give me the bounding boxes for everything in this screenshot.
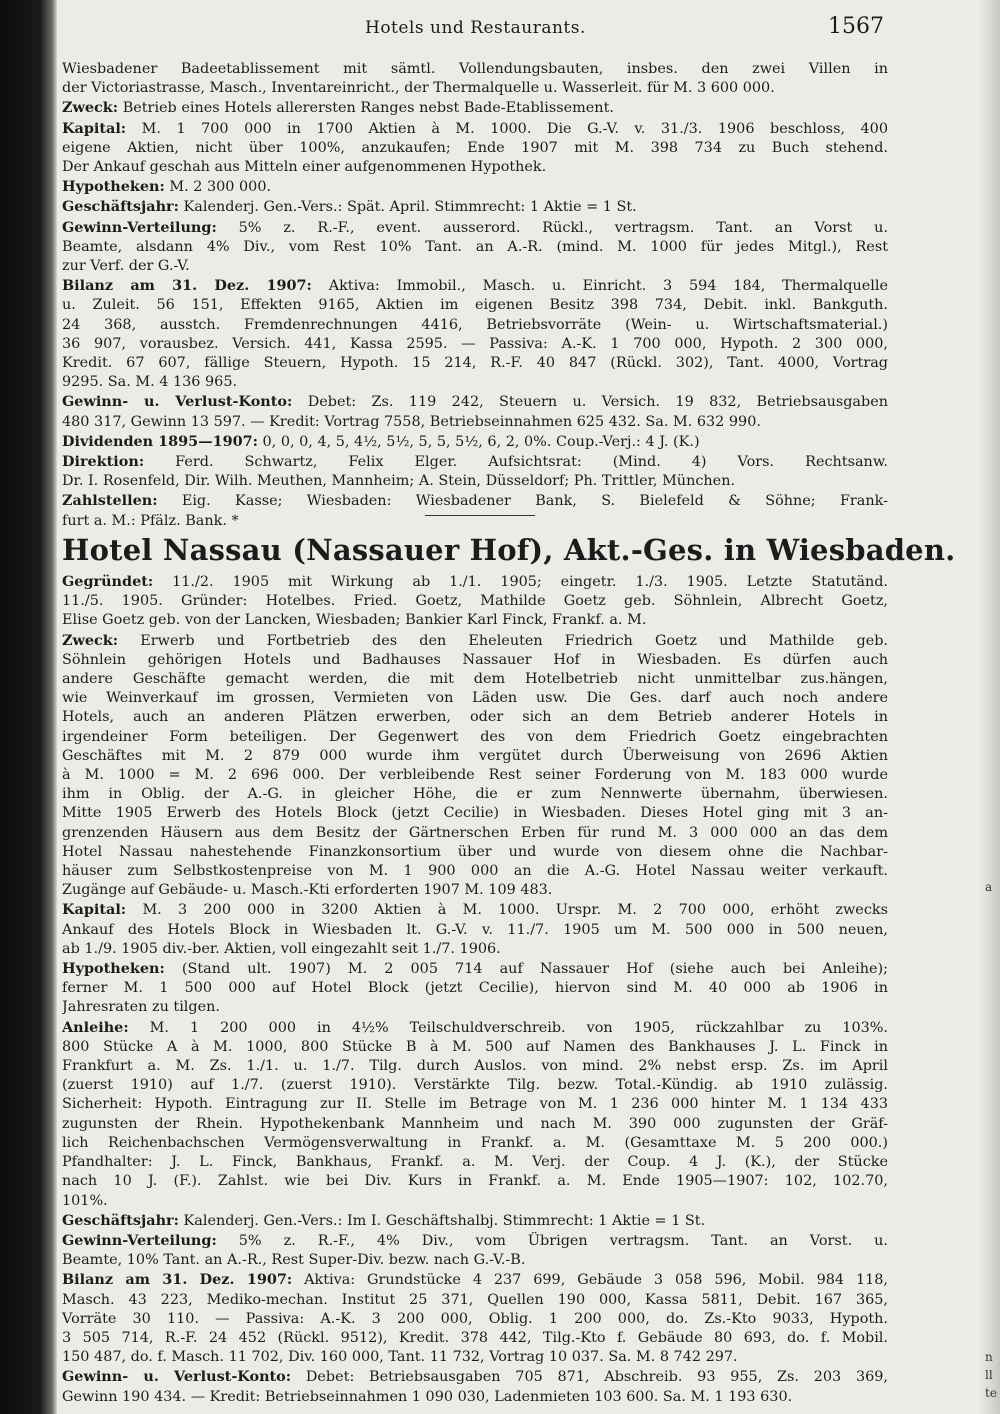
line-text: 3 505 714, R.-F. 24 452 (Rückl. 9512), Kredit. 378 442, Tilg.-Kto f. Gebäude 80 693, do. f. Mobil. [62, 1329, 888, 1346]
section-keyword: Gegründet: [62, 573, 154, 590]
line-text: 11./2. 1905 mit Wirkung ab 1./1. 1905; eingetr. 1./3. 1905. Letzte Statutänd. [172, 574, 888, 590]
section-keyword: Hypotheken: [62, 178, 165, 196]
line-text: 5% z. R.-F., event. ausserord. Rückl., vertragsm. Tant. an Vorst u. [238, 219, 888, 236]
line-text: Mitte 1905 Erwerb des Hotels Block (jetzt Cecilie) in Wiesbaden. Dieses Hotel ging mit 3 an- [62, 805, 888, 822]
text-line [62, 611, 888, 630]
text-line [62, 1057, 888, 1076]
text-line [62, 881, 888, 900]
line-text: Aktiva: Grundstücke 4 237 699, Gebäude 3 058 596, Mobil. 984 118, [304, 1272, 888, 1289]
line-text: M. 1 700 000 in 1700 Aktien à M. 1000. Die G.-V. v. 31./3. 1906 beschloss, 400 [141, 120, 888, 137]
text-line [62, 804, 888, 823]
section-keyword: Bilanz am 31. Dez. 1907: [62, 277, 312, 295]
line-text: Der Ankauf geschah aus Mitteln einer aufgenommenen Hypothek. [62, 159, 547, 176]
text-line [62, 998, 888, 1017]
text-line [62, 728, 888, 747]
line-text: 36 907, vorausbez. Versich. 441, Kassa 2595. — Passiva: A.-K. 1 700 000, Hypoth. 2 300 000, [62, 335, 888, 352]
line-text: wie Weinverkauf im grossen, Vermieten von Läden usw. Die Ges. darf auch noch andere [62, 690, 888, 707]
text-line [62, 276, 888, 296]
line-text: eigene Aktien, nicht über 100%, anzukaufen; Ende 1907 mit M. 398 734 zu Buch stehend. [62, 139, 888, 156]
page-header [60, 14, 884, 40]
line-text: M. 3 200 000 in 3200 Aktien à M. 1000. Urspr. M. 2 700 000, erhöht zwecks [142, 902, 888, 919]
margin-mark: ll [985, 1368, 993, 1382]
text-line [62, 708, 888, 727]
section-keyword: Kapital: [62, 119, 127, 137]
section-keyword: Kapital: [62, 901, 127, 919]
line-text: grenzenden Häusern aus dem Besitz der Gärtnerschen Erben für rund M. 3 000 000 an das dem [62, 824, 888, 841]
text-line [62, 296, 888, 315]
text-line [62, 1211, 888, 1231]
line-text: Gewinn 190 434. — Kredit: Betriebseinnahmen 1 090 030, Ladenmieten 103 600. Sa. M. 1 193 630. [62, 1388, 793, 1405]
line-text: Söhnlein gehörigen Hotels und Badhauses Nassauer Hof in Wiesbaden. Es dürfen auch [62, 651, 888, 668]
text-line [62, 1388, 888, 1407]
line-text: Kalenderj. Gen.-Vers.: Im I. Geschäftshalbj. Stimmrecht: 1 Aktie = 1 St. [183, 1212, 706, 1229]
line-text: nach 10 J. (F.). Zahlst. wie bei Div. Kurs in Frankf. a. M. Ende 1905—1907: 102, 102.70, [62, 1173, 888, 1190]
text-line [62, 900, 888, 920]
section-keyword: Anleihe: [62, 1018, 129, 1036]
line-text: ferner M. 1 500 000 auf Hotel Block (jetzt Cecilie), hiervon sind M. 40 000 ab 1906 in [62, 980, 888, 997]
margin-mark: te [985, 1386, 997, 1400]
text-line [62, 670, 888, 689]
line-text: 0, 0, 0, 4, 5, 4½, 5½, 5, 5, 5½, 6, 2, 0%. Coup.-Verj.: 4 J. (K.) [262, 433, 700, 450]
text-line [62, 1329, 888, 1348]
text-line [62, 1038, 888, 1057]
margin-mark: n [985, 1350, 993, 1364]
line-text: 800 Stücke A à M. 1000, 800 Stücke B à M. 500 auf Namen des Bankhauses J. L. Finck in [62, 1038, 888, 1055]
text-line [62, 1192, 888, 1211]
text-line [62, 572, 888, 592]
line-text: (zuerst 1910) auf 1./7. (zuerst 1910). Verstärkte Tilg. bezw. Total.-Kündig. ab 1910 zulässig. [62, 1077, 888, 1094]
line-text: Beamte, 10% Tant. an A.-R., Rest Super-Div. bezw. nach G.-V.-B. [62, 1252, 526, 1269]
section-keyword: Gewinn-Verteilung: [62, 1231, 217, 1249]
text-line [62, 1115, 888, 1134]
line-text: Ferd. Schwartz, Felix Elger. Aufsichtsrat: (Mind. 4) Vors. Rechtsanw. [175, 454, 888, 471]
line-text: 5% z. R.-F., 4% Div., vom Übrigen vertragsm. Tant. an Vorst. u. [238, 1232, 888, 1249]
line-text: Kredit. 67 607, fällige Steuern, Hypoth. 15 214, R.-F. 40 847 (Rückl. 302), Tant. 4000, Vortrag [62, 355, 888, 372]
line-text: Jahresraten zu tilgen. [62, 999, 220, 1016]
text-line [62, 940, 888, 959]
line-text: Wiesbadener Badeetablissement mit sämtl. Vollendungsbauten, insbes. den zwei Villen in [62, 61, 888, 77]
line-text: 24 368, ausstch. Fremdenrechnungen 4416, Betriebsvorräte (Wein- u. Wirtschaftsmaterial.) [62, 316, 888, 333]
binding-gutter [0, 0, 57, 1414]
line-text: Hotel Nassau nahestehende Finanzkonsortium über und wurde von diesem ohne die Nachbar- [62, 843, 888, 860]
text-line [62, 79, 888, 98]
line-text: andere Geschäfte gemacht werden, die mit dem Hotelbetrieb nicht unmittelbar zus.hängen, [62, 671, 888, 688]
text-line [62, 452, 888, 472]
line-text: Erwerb und Fortbetrieb des den Eheleuten Friedrich Goetz und Mathilde geb. [140, 632, 888, 649]
section-keyword: Gewinn-Verteilung: [62, 218, 217, 236]
line-text: 9295. Sa. M. 4 136 965. [62, 374, 238, 391]
text-line [62, 1348, 888, 1367]
text-line [62, 354, 888, 373]
line-text: zugunsten der Rhein. Hypothekenbank Mannheim und nach M. 390 000 zugunsten der Gräf- [62, 1115, 888, 1132]
line-text: Hotels, auch an anderen Plätzen erwerben, oder sich an dem Betrieb anderer Hotels in [62, 709, 888, 726]
line-text: Sicherheit: Hypoth. Eintragung zur II. Stelle im Betrage von M. 1 236 000 hinter M. 1 134 433 [62, 1096, 888, 1113]
text-line [62, 921, 888, 940]
running-title: Hotels und Restaurants. [365, 18, 586, 38]
text-line [62, 413, 888, 432]
text-line [62, 1153, 888, 1172]
line-text: Masch. 43 223, Mediko-mechan. Institut 25 371, Quellen 190 000, Kassa 5811, Debit. 167 365, [62, 1291, 888, 1308]
text-line [62, 316, 888, 335]
line-text: Zugänge auf Gebäude- u. Masch.-Kti erforderten 1907 M. 109 483. [62, 882, 553, 899]
section-keyword: Gewinn- u. Verlust-Konto: [62, 393, 293, 411]
section-keyword: Zweck: [62, 631, 119, 649]
line-text: 101%. [62, 1192, 108, 1209]
text-line [62, 862, 888, 881]
line-text: Vorräte 30 110. — Passiva: A.-K. 3 200 000, Oblig. 1 200 000, do. Zs.-Kto 9033, Hypoth. [62, 1310, 888, 1327]
text-line [62, 392, 888, 412]
section-keyword: Zahlstellen: [62, 492, 158, 510]
entry-wiesbadener-badeetablissement [62, 60, 888, 531]
text-line [62, 631, 888, 651]
text-line [62, 1095, 888, 1114]
text-line [62, 218, 888, 238]
text-line [62, 491, 888, 511]
line-text: Betrieb eines Hotels allerersten Ranges nebst Bade-Etablissement. [122, 100, 614, 117]
line-text: Debet: Betriebsausgaben 705 871, Abschreib. 93 955, Zs. 203 369, [305, 1369, 888, 1386]
line-text: Kalenderj. Gen.-Vers.: Spät. April. Stimmrecht: 1 Aktie = 1 St. [183, 199, 637, 216]
line-text: (Stand ult. 1907) M. 2 005 714 auf Nassauer Hof (siehe auch bei Anleihe); [181, 961, 888, 978]
text-line [62, 1310, 888, 1329]
text-line [62, 158, 888, 177]
line-text: ihm in Oblig. der A.-G. in gleicher Höhe, die er zum Nennwerte übernahm, überwiesen. [62, 786, 888, 803]
line-text: 150 487, do. f. Masch. 11 702, Div. 160 000, Tant. 11 732, Vortrag 10 037. Sa. M. 8 742 297. [62, 1349, 738, 1366]
text-line [62, 257, 888, 276]
text-line [62, 843, 888, 862]
line-text: M. 1 200 000 in 4½% Teilschuldverschreib. von 1905, rückzahlbar zu 103%. [149, 1019, 888, 1036]
line-text: ab 1./9. 1905 div.-ber. Aktien, voll eingezahlt seit 1./7. 1906. [62, 940, 501, 957]
line-text: Elise Goetz geb. von der Lancken, Wiesbaden; Bankier Karl Finck, Frankf. a. M. [62, 612, 647, 629]
line-text: der Victoriastrasse, Masch., Inventareinricht., der Thermalquelle u. Wasserleit. für M. 3 600 000. [62, 80, 775, 97]
text-line [62, 373, 888, 392]
section-keyword: Geschäftsjahr: [62, 198, 179, 216]
line-text: Dr. I. Rosenfeld, Dir. Wilh. Meuthen, Mannheim; A. Stein, Düsseldorf; Ph. Trittler, München. [62, 473, 736, 490]
margin-mark: a [985, 880, 993, 894]
line-text: Frankfurt a. M. Zs. 1./1. u. 1./7. Tilg. durch Auslos. von mind. 2% nebst ersp. Zs. im April [62, 1058, 888, 1075]
line-text: Beamte, alsdann 4% Div., vom Rest 10% Tant. an A.-R. (mind. M. 1000 für jedes Mitgl.), Rest [62, 238, 888, 255]
line-text: häuser zum Selbstkostenpreise von M. 1 900 000 an die A.-G. Hotel Nassau weiter verkauft. [62, 863, 888, 880]
text-line [62, 1367, 888, 1387]
text-line [62, 979, 888, 998]
text-line [62, 1172, 888, 1191]
line-text: zur Verf. der G.-V. [62, 258, 190, 275]
text-line [62, 1018, 888, 1038]
line-text: lich Reichenbachschen Vermögensverwaltung in Frankf. a. M. (Gesamttaxe M. 5 200 000.) [62, 1134, 888, 1151]
section-keyword: Dividenden 1895—1907: [62, 432, 258, 450]
text-line [62, 785, 888, 804]
entry-hotel-nassau [62, 572, 888, 1407]
text-line [62, 197, 888, 217]
text-line [62, 651, 888, 670]
text-line [62, 432, 888, 452]
text-line [62, 60, 888, 79]
text-line [62, 1291, 888, 1310]
line-text: M. 2 300 000. [169, 179, 272, 196]
text-line [62, 472, 888, 491]
line-text: Pfandhalter: J. L. Finck, Bankhaus, Frankf. a. M. Verj. der Coup. 4 J. (K.), der Stücke [62, 1154, 888, 1171]
text-line [62, 959, 888, 979]
text-line [62, 177, 888, 197]
text-line [62, 1134, 888, 1153]
text-line [62, 1076, 888, 1095]
page-edge-shadow [978, 0, 1000, 1414]
line-text: Eig. Kasse; Wiesbaden: Wiesbadener Bank, S. Bielefeld & Söhne; Frank- [181, 493, 888, 510]
page-number: 1567 [828, 14, 884, 39]
text-line [62, 335, 888, 354]
text-line [62, 592, 888, 611]
line-text: Ankauf des Hotels Block in Wiesbaden lt. G.-V. v. 11./7. 1905 um M. 500 000 in 500 neuen, [62, 921, 888, 938]
text-line [62, 139, 888, 158]
line-text: 11./5. 1905. Gründer: Hotelbes. Fried. Goetz, Mathilde Goetz geb. Söhnlein, Albrecht Goetz, [62, 593, 888, 610]
section-keyword: Gewinn- u. Verlust-Konto: [62, 1368, 292, 1386]
text-line [62, 1270, 888, 1290]
line-text: u. Zuleit. 56 151, Effekten 9165, Aktien im eigenen Besitz 398 734, Debit. inkl. Bankguth. [62, 297, 888, 314]
entry-separator-rule [425, 515, 535, 516]
line-text: à M. 1000 = M. 2 696 000. Der verbleibende Rest seiner Forderung von M. 183 000 wurde [62, 767, 888, 784]
entry-heading-hotel-nassau: Hotel Nassau (Nassauer Hof), Akt.-Ges. in Wiesbaden. [62, 533, 956, 567]
section-keyword: Bilanz am 31. Dez. 1907: [62, 1271, 293, 1289]
section-keyword: Hypotheken: [62, 960, 165, 978]
text-line [62, 119, 888, 139]
text-line [62, 98, 888, 118]
text-line [62, 766, 888, 785]
section-keyword: Zweck: [62, 99, 119, 117]
line-text: Geschäftes mit M. 2 879 000 wurde ihm vergütet durch Überweisung von 2696 Aktien [62, 747, 888, 764]
text-line [62, 1251, 888, 1270]
line-text: 480 317, Gewinn 13 597. — Kredit: Vortrag 7558, Betriebseinnahmen 625 432. Sa. M. 632 990. [62, 413, 761, 430]
text-line [62, 1231, 888, 1251]
section-keyword: Direktion: [62, 453, 145, 471]
line-text: irgendeiner Form beteiligen. Der Gegenwert des von dem Friedrich Goetz eingebrachten [62, 728, 888, 745]
text-line [62, 689, 888, 708]
text-line [62, 238, 888, 257]
line-text: Aktiva: Immobil., Masch. u. Einricht. 3 594 184, Thermalquelle [328, 278, 888, 295]
text-line [62, 824, 888, 843]
text-line [62, 747, 888, 766]
section-keyword: Geschäftsjahr: [62, 1211, 179, 1229]
line-text: furt a. M.: Pfälz. Bank. * [62, 512, 239, 529]
line-text: Debet: Zs. 119 242, Steuern u. Versich. 19 832, Betriebsausgaben [307, 394, 888, 411]
